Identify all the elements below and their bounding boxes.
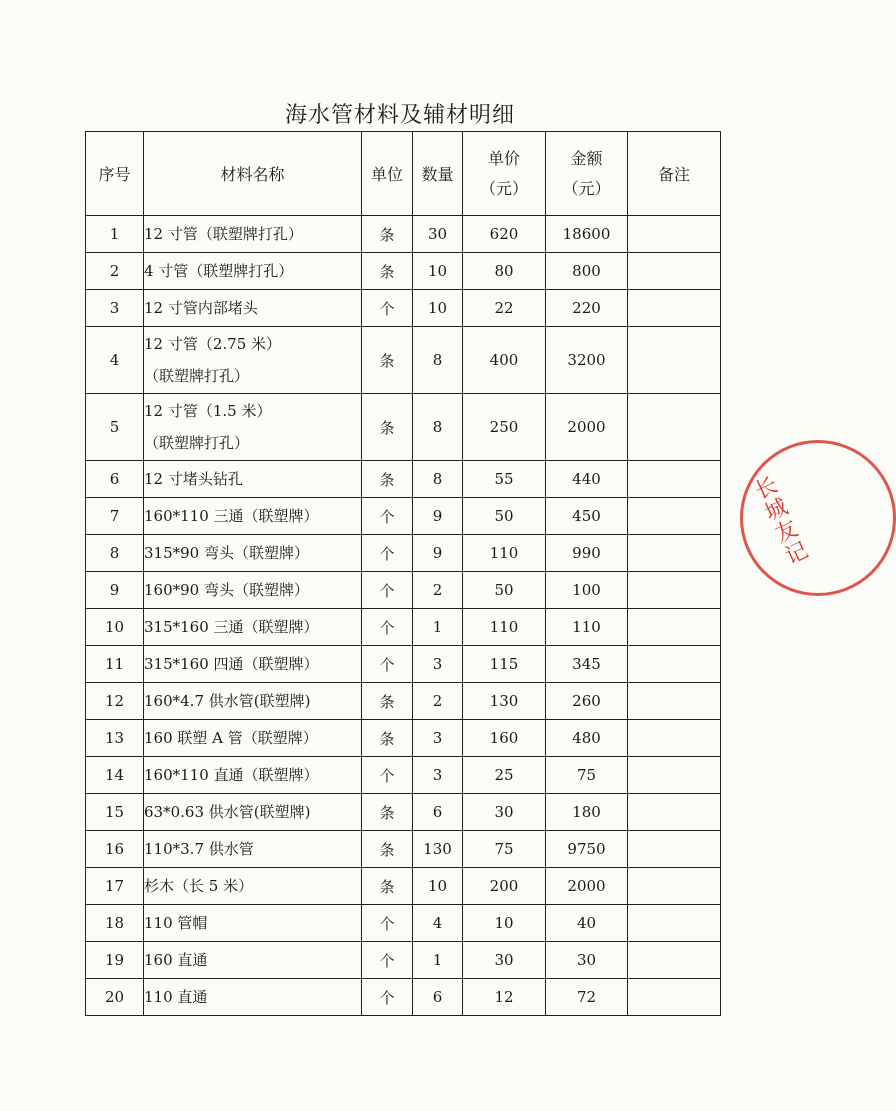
table-row bbox=[86, 327, 721, 394]
row-name: 12 寸管（联塑牌打孔） bbox=[144, 216, 362, 253]
row-remark bbox=[628, 327, 721, 394]
seal-text: 长城友记 bbox=[751, 472, 813, 570]
row-amount: 40 bbox=[546, 905, 628, 942]
row-price: 115 bbox=[463, 646, 546, 683]
table-row bbox=[86, 461, 721, 498]
table-row bbox=[86, 757, 721, 794]
row-remark bbox=[628, 498, 721, 535]
row-qty: 10 bbox=[413, 868, 463, 905]
table-row bbox=[86, 609, 721, 646]
header-amount bbox=[546, 132, 628, 216]
row-amount: 480 bbox=[546, 720, 628, 757]
row-amount: 990 bbox=[546, 535, 628, 572]
row-amount: 260 bbox=[546, 683, 628, 720]
row-amount: 180 bbox=[546, 794, 628, 831]
row-unit: 个 bbox=[362, 942, 413, 979]
row-price: 50 bbox=[463, 572, 546, 609]
table-row bbox=[86, 572, 721, 609]
row-remark bbox=[628, 868, 721, 905]
row-name-line1: 12 寸管（2.75 米） bbox=[144, 335, 282, 353]
row-unit: 个 bbox=[362, 757, 413, 794]
row-unit: 个 bbox=[362, 905, 413, 942]
row-name: 315*160 三通（联塑牌） bbox=[144, 609, 362, 646]
row-amount: 72 bbox=[546, 979, 628, 1016]
row-unit: 个 bbox=[362, 572, 413, 609]
row-price: 400 bbox=[463, 327, 546, 394]
row-price: 12 bbox=[463, 979, 546, 1016]
row-remark bbox=[628, 720, 721, 757]
row-qty: 10 bbox=[413, 253, 463, 290]
table-row bbox=[86, 535, 721, 572]
row-price: 22 bbox=[463, 290, 546, 327]
row-name: 315*90 弯头（联塑牌） bbox=[144, 535, 362, 572]
row-unit: 条 bbox=[362, 794, 413, 831]
table-row bbox=[86, 253, 721, 290]
row-qty: 3 bbox=[413, 757, 463, 794]
row-price: 10 bbox=[463, 905, 546, 942]
row-remark bbox=[628, 794, 721, 831]
row-unit: 条 bbox=[362, 720, 413, 757]
row-price: 30 bbox=[463, 942, 546, 979]
row-unit: 条 bbox=[362, 327, 413, 394]
row-qty: 130 bbox=[413, 831, 463, 868]
row-no: 11 bbox=[86, 646, 144, 683]
red-seal-stamp bbox=[740, 440, 896, 596]
row-no: 17 bbox=[86, 868, 144, 905]
row-price: 110 bbox=[463, 609, 546, 646]
row-remark bbox=[628, 535, 721, 572]
row-remark bbox=[628, 394, 721, 461]
row-price: 130 bbox=[463, 683, 546, 720]
row-qty: 8 bbox=[413, 327, 463, 394]
header-unit: 单位 bbox=[362, 132, 413, 216]
row-amount: 110 bbox=[546, 609, 628, 646]
row-name: 杉木（长 5 米） bbox=[144, 868, 362, 905]
row-qty: 8 bbox=[413, 461, 463, 498]
row-amount: 2000 bbox=[546, 868, 628, 905]
row-qty: 1 bbox=[413, 609, 463, 646]
row-qty: 9 bbox=[413, 498, 463, 535]
header-name: 材料名称 bbox=[144, 132, 362, 216]
row-qty: 2 bbox=[413, 572, 463, 609]
row-unit: 个 bbox=[362, 609, 413, 646]
row-qty: 6 bbox=[413, 794, 463, 831]
row-unit: 条 bbox=[362, 253, 413, 290]
row-remark bbox=[628, 757, 721, 794]
row-no: 14 bbox=[86, 757, 144, 794]
row-no: 3 bbox=[86, 290, 144, 327]
row-unit: 个 bbox=[362, 290, 413, 327]
row-amount: 800 bbox=[546, 253, 628, 290]
row-qty: 10 bbox=[413, 290, 463, 327]
row-unit: 个 bbox=[362, 646, 413, 683]
row-price: 25 bbox=[463, 757, 546, 794]
header-qty: 数量 bbox=[413, 132, 463, 216]
row-no: 8 bbox=[86, 535, 144, 572]
table-row bbox=[86, 394, 721, 461]
header-remark: 备注 bbox=[628, 132, 721, 216]
table-row bbox=[86, 720, 721, 757]
row-qty: 6 bbox=[413, 979, 463, 1016]
row-remark bbox=[628, 461, 721, 498]
table-body bbox=[86, 216, 721, 1016]
row-qty: 1 bbox=[413, 942, 463, 979]
row-name: 110 直通 bbox=[144, 979, 362, 1016]
table-row bbox=[86, 905, 721, 942]
row-name: 110 管帽 bbox=[144, 905, 362, 942]
row-name-line2: （联塑牌打孔） bbox=[144, 434, 250, 452]
row-unit: 个 bbox=[362, 979, 413, 1016]
row-remark bbox=[628, 253, 721, 290]
row-remark bbox=[628, 216, 721, 253]
row-qty: 3 bbox=[413, 720, 463, 757]
header-price-unit: （元） bbox=[479, 178, 528, 198]
row-amount: 440 bbox=[546, 461, 628, 498]
row-amount: 345 bbox=[546, 646, 628, 683]
table-row bbox=[86, 290, 721, 327]
row-amount: 30 bbox=[546, 942, 628, 979]
row-unit: 个 bbox=[362, 535, 413, 572]
row-no: 15 bbox=[86, 794, 144, 831]
row-name-line1: 12 寸管（1.5 米） bbox=[144, 402, 272, 420]
table-row bbox=[86, 683, 721, 720]
row-price: 75 bbox=[463, 831, 546, 868]
row-price: 80 bbox=[463, 253, 546, 290]
row-name: 160*110 三通（联塑牌） bbox=[144, 498, 362, 535]
row-price: 160 bbox=[463, 720, 546, 757]
row-name: 160*90 弯头（联塑牌） bbox=[144, 572, 362, 609]
row-name: 160 联塑 A 管（联塑牌） bbox=[144, 720, 362, 757]
row-qty: 9 bbox=[413, 535, 463, 572]
row-remark bbox=[628, 609, 721, 646]
row-name: 160*110 直通（联塑牌） bbox=[144, 757, 362, 794]
row-price: 250 bbox=[463, 394, 546, 461]
row-name: 110*3.7 供水管 bbox=[144, 831, 362, 868]
row-no: 13 bbox=[86, 720, 144, 757]
row-amount: 2000 bbox=[546, 394, 628, 461]
row-amount: 9750 bbox=[546, 831, 628, 868]
table-row bbox=[86, 979, 721, 1016]
row-unit: 条 bbox=[362, 461, 413, 498]
page-title: 海水管材料及辅材明细 bbox=[284, 103, 515, 128]
row-no: 2 bbox=[86, 253, 144, 290]
row-no: 6 bbox=[86, 461, 144, 498]
row-name-line2: （联塑牌打孔） bbox=[144, 367, 250, 385]
row-amount: 220 bbox=[546, 290, 628, 327]
row-amount: 450 bbox=[546, 498, 628, 535]
row-name: 12 寸堵头钻孔 bbox=[144, 461, 362, 498]
row-remark bbox=[628, 683, 721, 720]
row-name: 315*160 四通（联塑牌） bbox=[144, 646, 362, 683]
row-qty: 4 bbox=[413, 905, 463, 942]
row-no: 9 bbox=[86, 572, 144, 609]
row-name: 4 寸管（联塑牌打孔） bbox=[144, 253, 362, 290]
table-row bbox=[86, 216, 721, 253]
row-no: 18 bbox=[86, 905, 144, 942]
row-name: 160 直通 bbox=[144, 942, 362, 979]
row-name: 63*0.63 供水管(联塑牌) bbox=[144, 794, 362, 831]
header-price-label: 单价 bbox=[487, 148, 520, 168]
row-unit: 条 bbox=[362, 831, 413, 868]
row-no: 4 bbox=[86, 327, 144, 394]
row-unit: 条 bbox=[362, 394, 413, 461]
row-no: 20 bbox=[86, 979, 144, 1016]
row-remark bbox=[628, 290, 721, 327]
row-remark bbox=[628, 646, 721, 683]
row-no: 10 bbox=[86, 609, 144, 646]
table-row bbox=[86, 868, 721, 905]
row-name bbox=[144, 394, 362, 461]
header-price bbox=[463, 132, 546, 216]
row-amount: 75 bbox=[546, 757, 628, 794]
row-qty: 2 bbox=[413, 683, 463, 720]
table-row bbox=[86, 831, 721, 868]
row-no: 19 bbox=[86, 942, 144, 979]
row-no: 7 bbox=[86, 498, 144, 535]
row-qty: 8 bbox=[413, 394, 463, 461]
row-amount: 3200 bbox=[546, 327, 628, 394]
row-price: 50 bbox=[463, 498, 546, 535]
row-no: 1 bbox=[86, 216, 144, 253]
header-no: 序号 bbox=[86, 132, 144, 216]
row-no: 12 bbox=[86, 683, 144, 720]
row-no: 16 bbox=[86, 831, 144, 868]
row-price: 200 bbox=[463, 868, 546, 905]
row-remark bbox=[628, 905, 721, 942]
row-remark bbox=[628, 831, 721, 868]
row-qty: 30 bbox=[413, 216, 463, 253]
row-qty: 3 bbox=[413, 646, 463, 683]
row-remark bbox=[628, 942, 721, 979]
materials-table bbox=[85, 131, 721, 1016]
row-no: 5 bbox=[86, 394, 144, 461]
table-header-row bbox=[86, 132, 721, 216]
table-row bbox=[86, 646, 721, 683]
row-name: 12 寸管内部堵头 bbox=[144, 290, 362, 327]
row-price: 30 bbox=[463, 794, 546, 831]
row-amount: 18600 bbox=[546, 216, 628, 253]
header-amount-unit: （元） bbox=[562, 178, 611, 198]
row-name bbox=[144, 327, 362, 394]
row-remark bbox=[628, 572, 721, 609]
table-row bbox=[86, 498, 721, 535]
row-unit: 条 bbox=[362, 868, 413, 905]
table-row bbox=[86, 942, 721, 979]
row-price: 620 bbox=[463, 216, 546, 253]
row-remark bbox=[628, 979, 721, 1016]
row-amount: 100 bbox=[546, 572, 628, 609]
table-row bbox=[86, 794, 721, 831]
row-price: 110 bbox=[463, 535, 546, 572]
row-unit: 条 bbox=[362, 216, 413, 253]
header-amount-label: 金额 bbox=[570, 148, 603, 168]
row-unit: 个 bbox=[362, 498, 413, 535]
row-name: 160*4.7 供水管(联塑牌) bbox=[144, 683, 362, 720]
row-unit: 条 bbox=[362, 683, 413, 720]
row-price: 55 bbox=[463, 461, 546, 498]
